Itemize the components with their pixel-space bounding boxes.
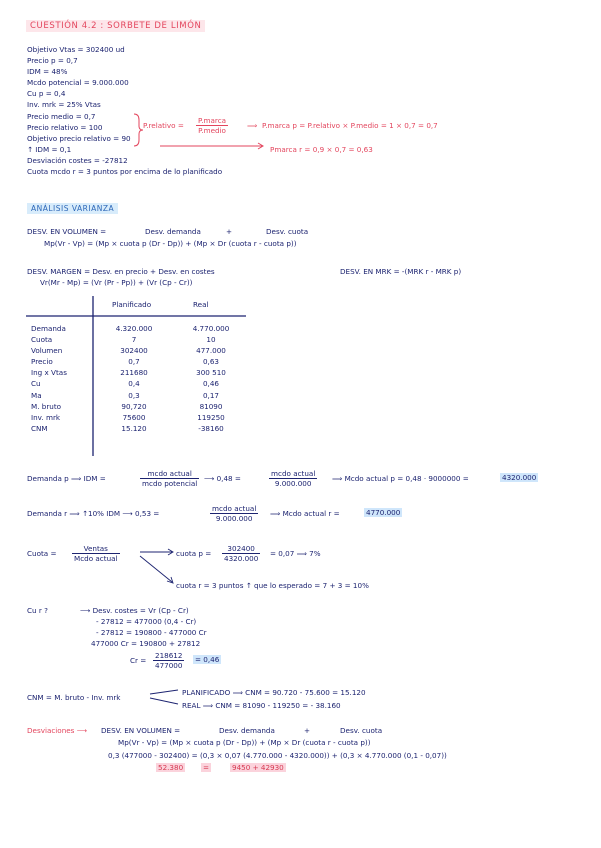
given-line: ↑ IDM = 0,1	[27, 144, 72, 154]
given-line: Objetivo precio relativo = 90	[27, 133, 131, 143]
cu-r-fraction: $\frac{218612}{477000}$	[155, 651, 183, 670]
demanda-p-value: 4320.000	[502, 473, 537, 482]
table-cell: 7	[131, 335, 137, 345]
cuota-label: Cuota =	[27, 549, 57, 558]
table-cell: 477.000	[196, 346, 226, 356]
desviaciones-line3: 0,3 (477000 - 302400) = (0,3 × 0,07 (4.770.000 - 4320.000)) + (0,3 × 4.770.000 (0,1 - 0,07))	[108, 751, 447, 760]
given-line: Desviación costes = -27812	[27, 155, 128, 165]
given-line: Precio relativo = 100	[27, 122, 103, 132]
given-line: Inv. mrk = 25% Vtas	[27, 100, 101, 110]
desv-volumen-label: DESV. EN VOLUMEN =	[27, 227, 107, 236]
given-line: Mcdo potencial = 9.000.000	[27, 78, 129, 88]
table-cell: 0,17	[202, 390, 219, 400]
table-cell: 0,4	[128, 379, 140, 389]
cuota-p-result: = 0,07 ⟹ 7%	[270, 549, 321, 558]
cu-r-line: 477000 Cr = 190800 + 27812	[91, 639, 201, 648]
demanda-p-fraction1: mcdo actual mcdo potencial	[142, 469, 198, 488]
desviaciones-line1d: Desv. cuota	[340, 726, 383, 735]
desviaciones-line1c: +	[304, 726, 311, 735]
table-cell: 0,3	[128, 390, 140, 400]
table-cell: 90,720	[121, 401, 147, 411]
arrow-line	[150, 698, 178, 704]
desviaciones-line1: DESV. EN VOLUMEN =	[101, 726, 181, 735]
cnm-planificado: PLANIFICADO ⟹ CNM = 90.720 - 75.600 = 15.120	[182, 688, 366, 697]
cuota-p-fraction: $\frac{302400}{4320.000}$	[224, 544, 259, 563]
desv-volumen-plus: +	[226, 227, 233, 236]
table-row-label: Precio	[31, 357, 53, 367]
table-row-label: Cuota	[31, 335, 53, 345]
brand-price-planned: P.marca p = P.relativo × P.medio = 1 × 0,7 = 0,7	[262, 121, 438, 130]
brand-price-real: Pmarca r = 0,9 × 0,7 = 0,63	[270, 145, 373, 154]
table-cell: 4.320.000	[115, 324, 153, 333]
arrow-line	[150, 690, 178, 694]
table-cell: 10	[206, 335, 216, 345]
brace-icon	[134, 114, 143, 146]
desv-volumen-part2: Desv. cuota	[266, 227, 309, 236]
given-line: Precio p = 0,7	[27, 56, 78, 66]
given-line: Objetivo Vtas = 302400 ud	[27, 45, 125, 54]
table-header-real: Real	[193, 300, 209, 309]
arrow-line	[140, 556, 172, 582]
desviaciones-line2: Mp(Vr - Vp) = (Mp × cuota p (Dr - Dp)) + (Mp × Dr (cuota r - cuota p))	[118, 738, 371, 747]
table-cell: 0,46	[202, 379, 219, 389]
cu-r-line: ⟶ Desv. costes = Vr (Cp - Cr)	[80, 606, 189, 615]
table-cell: 300 510	[196, 368, 226, 378]
table-row-label: M. bruto	[31, 401, 62, 411]
demanda-r-value: 4770.000	[366, 508, 401, 517]
table-row-label: Ma	[31, 390, 42, 400]
desviaciones-line1b: Desv. demanda	[219, 726, 275, 735]
cnm-label: CNM = M. bruto - Inv. mrk	[27, 693, 121, 702]
relative-price-fraction: P.marca P.medio	[198, 116, 227, 135]
table-cell: 302400	[120, 346, 148, 356]
cu-r-line: - 27812 = 477000 (0,4 - Cr)	[96, 617, 197, 626]
cu-r-result: = 0,46	[195, 655, 220, 664]
table-cell: 75600	[122, 412, 146, 422]
cnm-real: REAL ⟹ CNM = 81090 - 119250 = - 38.160	[182, 701, 341, 710]
demanda-p-result: ⟹ Mcdo actual p = 0,48 · 9000000 =	[332, 474, 469, 483]
demanda-r-fraction: mcdo actual 9.000.000	[212, 504, 257, 523]
relative-price-arrow: ⟹	[247, 121, 258, 130]
section-analisis-varianza: ANÁLISIS VARIANZA	[27, 203, 118, 214]
table-row-label: Inv. mrk	[31, 412, 61, 422]
table-cell: 0,63	[202, 357, 219, 367]
desv-margen-formula: Vr(Mr - Mp) = (Vr (Pr - Pp)) + (Vr (Cp - Cr))	[40, 278, 193, 287]
demanda-p-label: Demanda p ⟹ IDM =	[27, 474, 106, 483]
table-row-label: Demanda	[31, 324, 66, 333]
table-cell: 15.120	[121, 423, 147, 433]
demanda-p-fraction2: mcdo actual 9.000.000	[271, 469, 316, 488]
table-row-label: Volumen	[31, 346, 63, 356]
cu-r-line: Cr =	[130, 656, 147, 665]
table-cell: -38160	[198, 423, 224, 433]
desviaciones-total: 52.380	[158, 763, 184, 772]
desv-margen-label: DESV. MARGEN = Desv. en precio + Desv. en costes	[27, 267, 215, 276]
table-cell: 211680	[120, 368, 148, 378]
given-line: IDM = 48%	[27, 67, 68, 77]
table-cell: 0,7	[128, 357, 140, 367]
given-line: Cu p = 0,4	[27, 89, 66, 99]
table-cell: 4.770.000	[192, 324, 230, 333]
given-line: Cuota mcdo r = 3 puntos por encima de lo planificado	[27, 167, 223, 177]
desv-volumen-part1: Desv. demanda	[145, 227, 201, 236]
table-row-label: Ing x Vtas	[31, 368, 67, 378]
table-cell: 81090	[199, 401, 223, 411]
table-cell: 119250	[197, 412, 225, 422]
cu-r-label: Cu r ?	[27, 606, 48, 615]
desviaciones-label: Desviaciones ⟶	[27, 726, 88, 735]
cuota-fraction: Ventas Mcdo actual	[74, 544, 118, 563]
desviaciones-sum: 9450 + 42930	[232, 763, 284, 772]
desv-volumen-formula: Mp(Vr - Vp) = (Mp × cuota p (Dr - Dp)) + (Mp × Dr (cuota r - cuota p))	[44, 239, 297, 248]
demanda-r-label: Demanda r ⟹ ↑10% IDM ⟶ 0,53 =	[27, 509, 160, 518]
demanda-r-result: ⟹ Mcdo actual r =	[270, 509, 340, 518]
demanda-p-mid: ⟶ 0,48 =	[204, 474, 241, 483]
table-header-planificado: Planificado	[112, 300, 152, 309]
page-title: CUESTIÓN 4.2 : SORBETE DE LIMÓN	[26, 20, 205, 32]
given-line: Precio medio = 0,7	[27, 111, 96, 121]
desviaciones-equals: =	[203, 763, 210, 772]
table-row-label: CNM	[31, 423, 48, 433]
desv-mrk-formula: DESV. EN MRK = -(MRK r - MRK p)	[340, 267, 462, 276]
relative-price-lhs: P.relativo =	[143, 121, 184, 130]
cuota-p-label: cuota p =	[176, 549, 212, 558]
table-row-label: Cu	[31, 379, 41, 389]
cu-r-line: - 27812 = 190800 - 477000 Cr	[96, 628, 207, 637]
cuota-r-line: cuota r = 3 puntos ↑ que lo esperado = 7 + 3 = 10%	[176, 581, 369, 590]
